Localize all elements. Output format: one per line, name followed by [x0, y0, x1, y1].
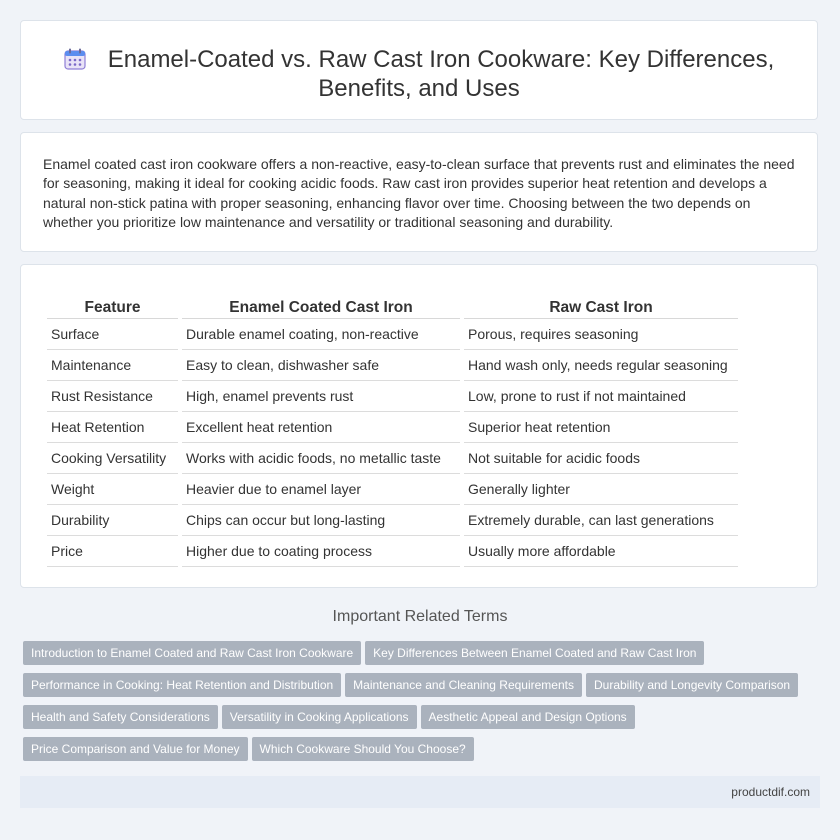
related-tag-key-differences[interactable]: Key Differences Between Enamel Coated and Raw Cast Iron [365, 641, 704, 665]
table-row [47, 536, 738, 567]
related-tag-performance[interactable]: Performance in Cooking: Heat Retention and Distribution [23, 673, 341, 697]
related-tag-maintenance[interactable]: Maintenance and Cleaning Requirements [345, 673, 582, 697]
header-enamel: Enamel Coated Cast Iron [182, 297, 460, 319]
related-tag-versatility[interactable]: Versatility in Cooking Applications [222, 705, 417, 729]
title-card [20, 20, 818, 120]
row-feature: Cooking Versatility [47, 443, 178, 474]
calendar-icon [64, 48, 86, 70]
row-raw: Superior heat retention [464, 412, 738, 443]
row-raw: Generally lighter [464, 474, 738, 505]
related-tag-health-safety[interactable]: Health and Safety Considerations [23, 705, 218, 729]
related-terms-list [23, 641, 823, 769]
comparison-card [20, 264, 818, 588]
row-feature: Weight [47, 474, 178, 505]
comparison-table [43, 297, 742, 567]
related-tag-which-choose[interactable]: Which Cookware Should You Choose? [252, 737, 474, 761]
row-raw: Porous, requires seasoning [464, 319, 738, 350]
row-enamel: Durable enamel coating, non-reactive [182, 319, 460, 350]
related-tag-introduction[interactable]: Introduction to Enamel Coated and Raw Cast Iron Cookware [23, 641, 361, 665]
table-row [47, 412, 738, 443]
row-raw: Extremely durable, can last generations [464, 505, 738, 536]
table-row [47, 443, 738, 474]
footer-site-link[interactable]: productdif.com [731, 785, 810, 799]
intro-paragraph: Enamel coated cast iron cookware offers a non-reactive, easy-to-clean surface that prevents rust and eliminates the need for seasoning, making it ideal for cooking acidic foods. Raw cast iron provides superior heat retention and develops a natural non-stick patina with proper seasoning, enhancing flavor over time. Choosing between the two depends on whether you prioritize low maintenance and versatility or traditional seasoning and durability. [43, 156, 795, 230]
header-feature: Feature [47, 297, 178, 319]
row-feature: Surface [47, 319, 178, 350]
row-enamel: Works with acidic foods, no metallic taste [182, 443, 460, 474]
table-row [47, 319, 738, 350]
row-feature: Heat Retention [47, 412, 178, 443]
related-tag-durability[interactable]: Durability and Longevity Comparison [586, 673, 798, 697]
row-enamel: Easy to clean, dishwasher safe [182, 350, 460, 381]
related-terms-heading: Important Related Terms [332, 608, 508, 625]
row-enamel: High, enamel prevents rust [182, 381, 460, 412]
row-raw: Not suitable for acidic foods [464, 443, 738, 474]
table-row [47, 381, 738, 412]
table-row [47, 505, 738, 536]
row-enamel: Higher due to coating process [182, 536, 460, 567]
row-raw: Usually more affordable [464, 536, 738, 567]
title-line-1: Enamel-Coated vs. Raw Cast Iron Cookware: Key Differences, [107, 46, 775, 73]
row-raw: Hand wash only, needs regular seasoning [464, 350, 738, 381]
header-raw: Raw Cast Iron [464, 297, 738, 319]
table-row [47, 474, 738, 505]
row-feature: Durability [47, 505, 178, 536]
row-enamel: Excellent heat retention [182, 412, 460, 443]
related-tag-price[interactable]: Price Comparison and Value for Money [23, 737, 248, 761]
row-enamel: Chips can occur but long-lasting [182, 505, 460, 536]
intro-card [20, 132, 818, 252]
footer-bar [20, 776, 820, 808]
row-feature: Price [47, 536, 178, 567]
related-tag-aesthetic[interactable]: Aesthetic Appeal and Design Options [421, 705, 635, 729]
row-feature: Maintenance [47, 350, 178, 381]
table-row [47, 350, 738, 381]
table-header-row [47, 297, 738, 319]
title-line-2: Benefits, and Uses [318, 75, 520, 102]
row-enamel: Heavier due to enamel layer [182, 474, 460, 505]
row-feature: Rust Resistance [47, 381, 178, 412]
page-title [21, 45, 817, 103]
row-raw: Low, prone to rust if not maintained [464, 381, 738, 412]
